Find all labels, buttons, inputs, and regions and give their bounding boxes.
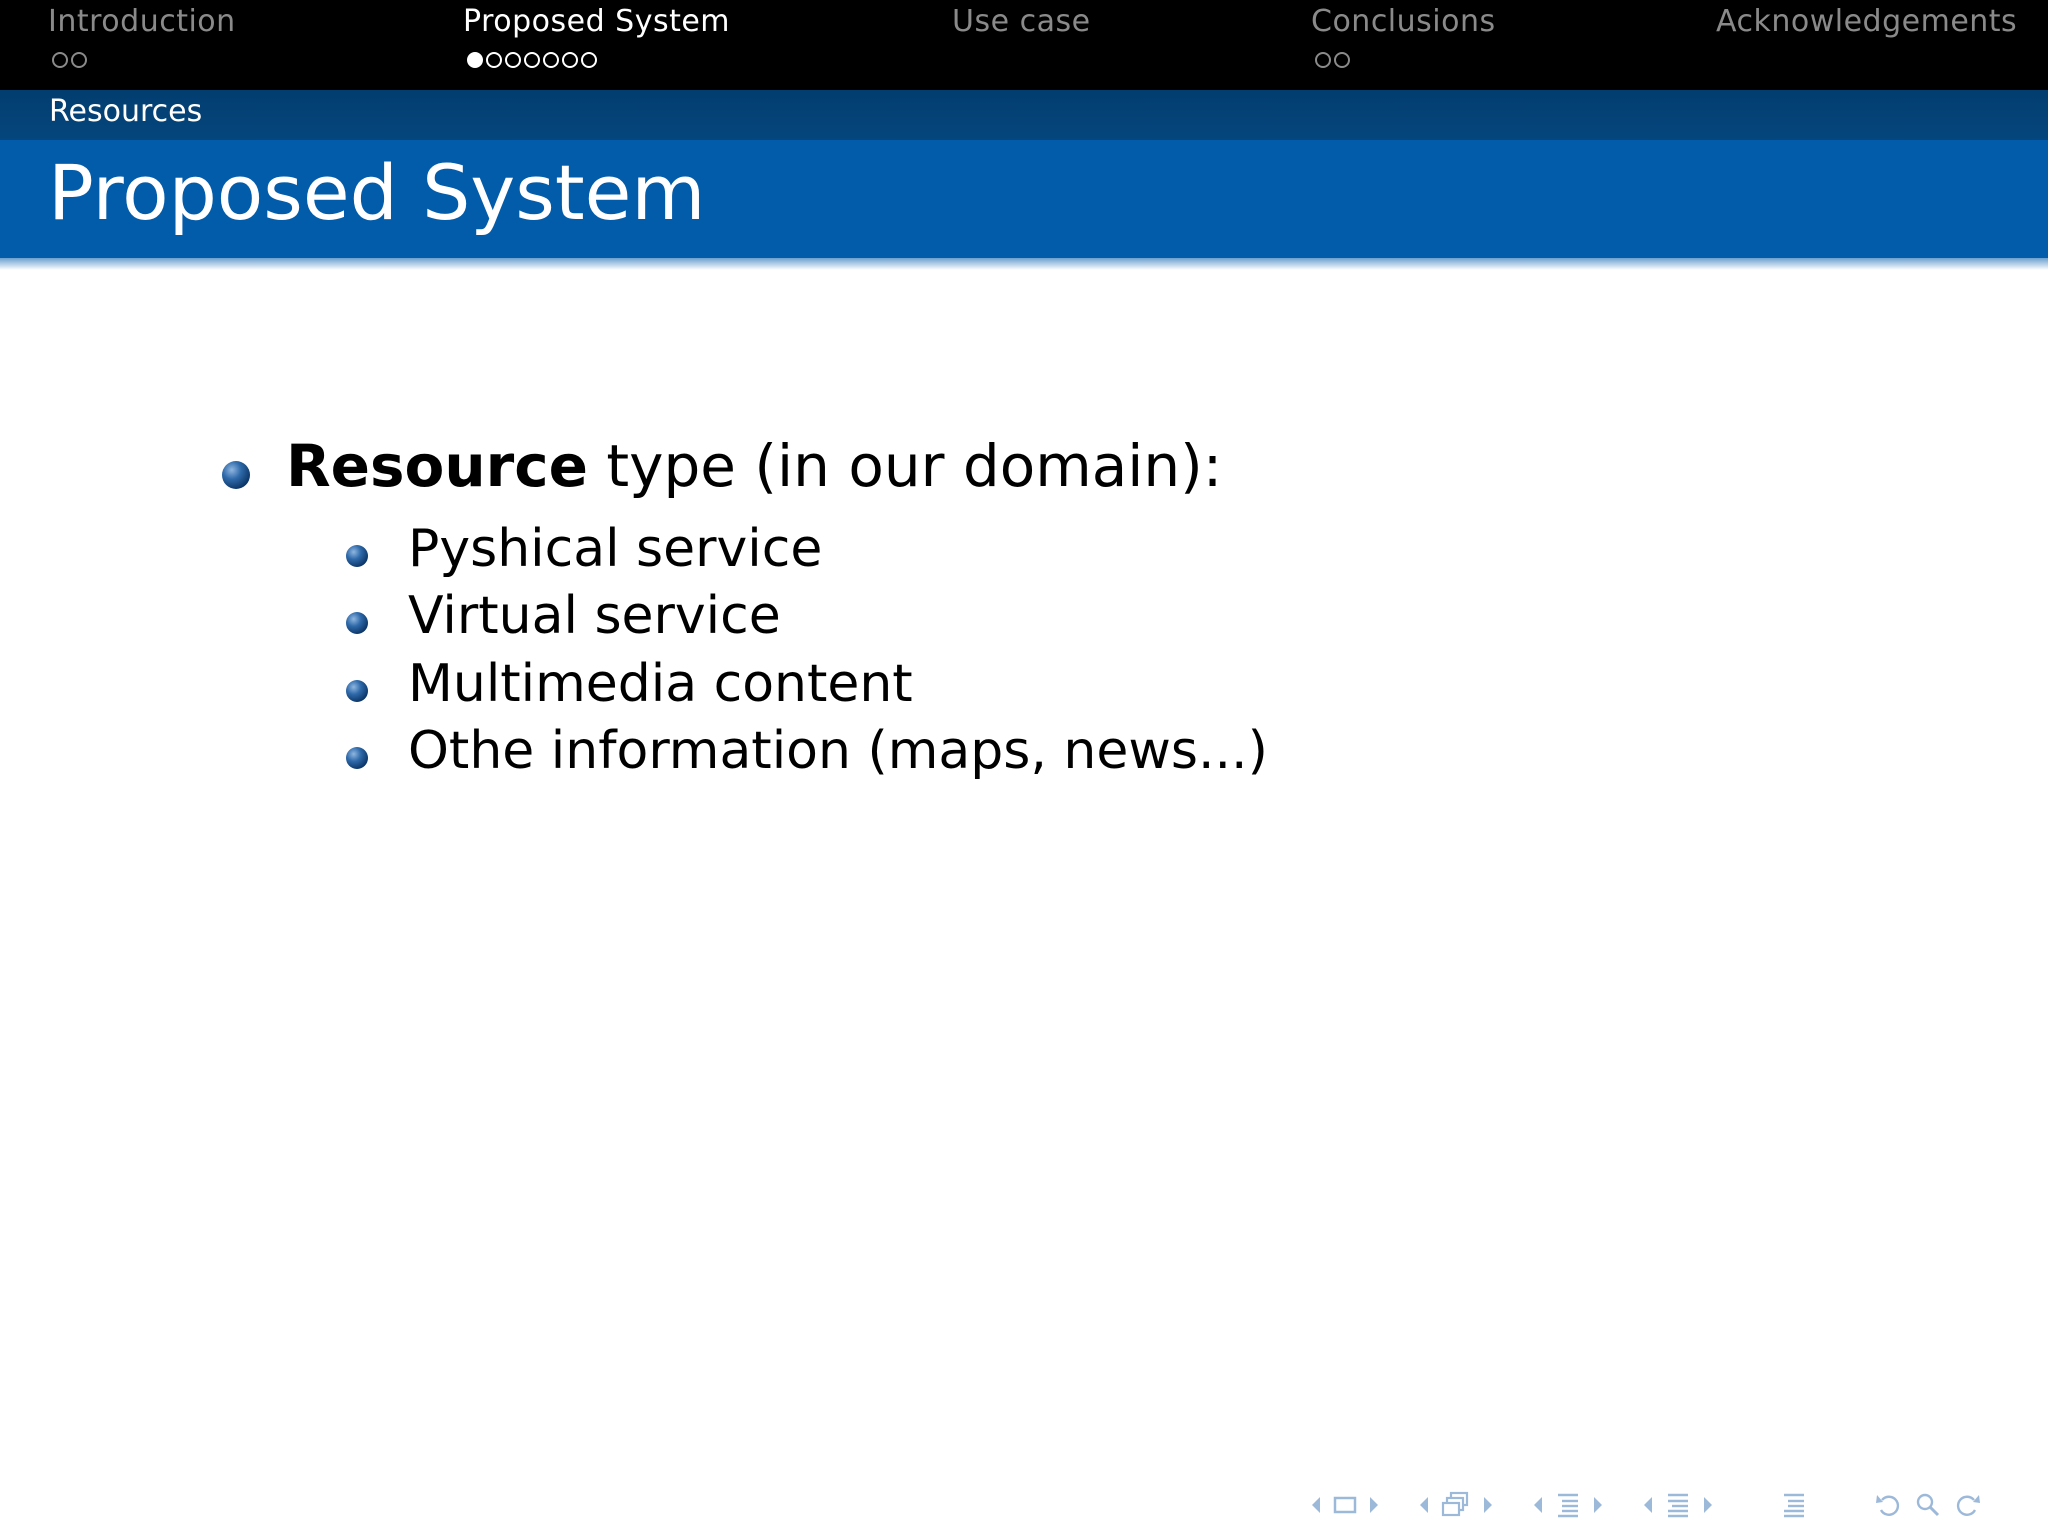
navigation-symbols <box>1310 1488 1982 1522</box>
nav-section-title[interactable]: Introduction <box>48 4 236 39</box>
arrow-left-icon[interactable] <box>1642 1495 1654 1515</box>
nav-section-title[interactable]: Proposed System <box>463 4 731 39</box>
arrow-right-icon[interactable] <box>1482 1495 1494 1515</box>
bullet-text-rest: type (in our domain): <box>587 432 1223 500</box>
arrow-left-icon[interactable] <box>1310 1495 1322 1515</box>
section-icon[interactable] <box>1554 1491 1582 1519</box>
arrow-left-icon[interactable] <box>1532 1495 1544 1515</box>
sub-bullet-text: Virtual service <box>408 586 781 646</box>
slide-dot[interactable] <box>52 52 68 68</box>
slide-dot[interactable] <box>562 52 578 68</box>
frame-title-bar <box>0 140 2048 258</box>
sub-bullet-text: Othe information (maps, news...) <box>408 721 1268 781</box>
forward-icon[interactable] <box>1952 1491 1982 1519</box>
back-icon[interactable] <box>1874 1491 1904 1519</box>
bullet-text <box>286 432 1222 500</box>
subsection-bar <box>0 90 2048 140</box>
nav-section-title[interactable]: Use case <box>952 4 1091 39</box>
bullet-text-bold: Resource <box>286 432 588 500</box>
arrow-right-icon[interactable] <box>1592 1495 1604 1515</box>
sub-bullet-text: Multimedia content <box>408 654 913 714</box>
slide-dot[interactable] <box>1315 52 1331 68</box>
arrow-left-icon[interactable] <box>1418 1495 1430 1515</box>
section-navigation-bar <box>0 0 2048 90</box>
nav-section-title[interactable]: Conclusions <box>1311 4 1496 39</box>
search-icon[interactable] <box>1914 1491 1942 1519</box>
slide-dot[interactable] <box>1334 52 1350 68</box>
bullet-ball-icon <box>346 680 368 702</box>
title-shadow <box>0 258 2048 270</box>
slide-dot[interactable] <box>524 52 540 68</box>
bullet-ball-icon <box>346 747 368 769</box>
arrow-right-icon[interactable] <box>1368 1495 1380 1515</box>
nav-slide-dots <box>467 52 597 68</box>
arrow-right-icon[interactable] <box>1702 1495 1714 1515</box>
nav-slide-dots <box>1315 52 1350 68</box>
bullet-ball-icon <box>346 545 368 567</box>
nav-slide-dots <box>52 52 87 68</box>
slide-dot[interactable] <box>505 52 521 68</box>
slide-dot[interactable] <box>543 52 559 68</box>
slide-dot[interactable] <box>467 52 483 68</box>
slide-dot[interactable] <box>486 52 502 68</box>
bullet-ball-icon <box>222 461 250 489</box>
appendix-icon[interactable] <box>1780 1491 1808 1519</box>
sub-bullet-text: Pyshical service <box>408 519 823 579</box>
slide-dot[interactable] <box>71 52 87 68</box>
frame-icon[interactable] <box>1332 1494 1358 1516</box>
frame-title: Proposed System <box>48 148 706 237</box>
subsection-icon[interactable] <box>1440 1491 1472 1519</box>
slide-dot[interactable] <box>581 52 597 68</box>
nav-section-title[interactable]: Acknowledgements <box>1716 4 2018 39</box>
document-icon[interactable] <box>1664 1491 1692 1519</box>
bullet-ball-icon <box>346 612 368 634</box>
subsection-label[interactable]: Resources <box>49 94 203 129</box>
